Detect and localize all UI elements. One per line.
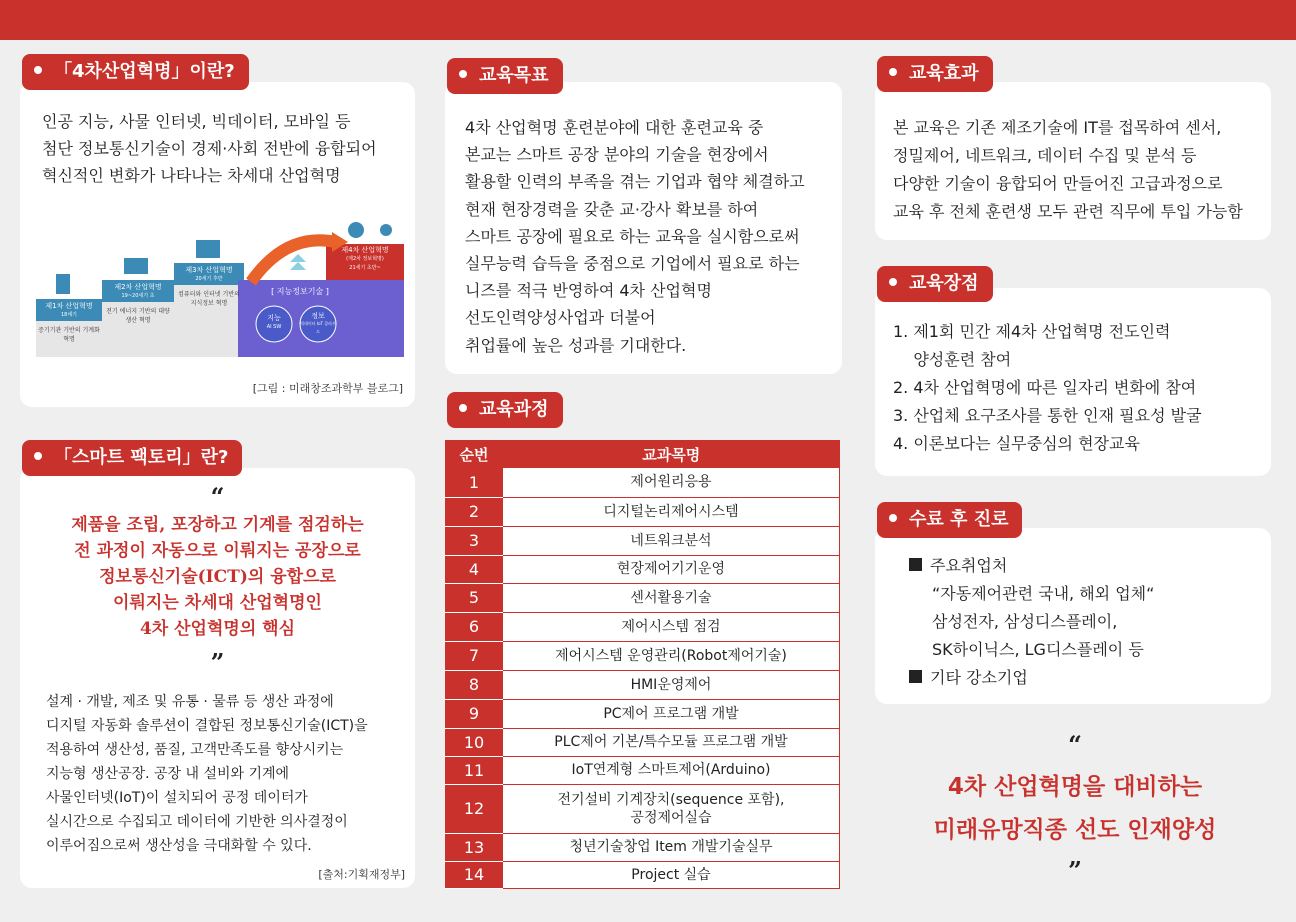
stage2-desc: 전기 에너지 기반의 대량생산 혁명: [106, 308, 170, 324]
text-line: 사물인터넷(IoT)이 설치되어 공정 데이터가: [46, 790, 308, 806]
quote-line: 제품을 조립, 포장하고 기계를 점검하는: [71, 515, 364, 535]
stage4-label: [328, 246, 402, 273]
quote-line: 이뤄지는 차세대 산업혁명인: [113, 593, 322, 613]
course-subject-cell: 센서활용기술: [503, 583, 840, 612]
circle2-label: 정보: [311, 312, 325, 320]
course-number-cell: 8: [445, 670, 503, 699]
text-line: 본 교육은 기존 제조기술에 IT를 접목하여 센서,: [893, 118, 1222, 137]
closing-open-quote-icon: “: [1068, 730, 1082, 759]
square-bullet-icon: [909, 670, 922, 683]
effect-card: [875, 82, 1271, 240]
text-line: 실무능력 습득을 중점으로 기업에서 필요로 하는: [465, 254, 800, 274]
industry-revolution-figure: [36, 222, 406, 357]
career-card: [875, 528, 1271, 704]
bullet-dot-icon: [889, 278, 897, 286]
course-subject-cell: 현장제어기기운영: [503, 555, 840, 583]
stage2-era: 19~20세기 초: [121, 293, 155, 299]
industry4-tag: [22, 54, 249, 90]
stage2-label: [104, 283, 172, 325]
course-subject-cell: Project 실습: [503, 861, 840, 888]
course-number-cell: 7: [445, 641, 503, 670]
course-subject-cell: 디지털논리제어시스템: [503, 497, 840, 526]
merit-item: 3. 산업체 요구조사를 통한 인재 필요성 발굴: [893, 406, 1202, 425]
course-number-cell: 2: [445, 497, 503, 526]
merit-list: [893, 318, 1202, 458]
circle-information: [300, 312, 336, 336]
course-number-cell: 10: [445, 728, 503, 756]
industry4-text: [42, 108, 377, 189]
industry4-tag-label: 「4차산업혁명」이란?: [54, 61, 235, 82]
circle2-sub: 빅데이터 IoT 클라우드: [300, 321, 336, 334]
goal-card: [445, 82, 842, 374]
course-tag-label: 교육과정: [479, 399, 549, 420]
top-banner: [0, 0, 1296, 40]
course-number-cell: 12: [445, 784, 503, 833]
table-row: [445, 670, 840, 699]
effect-tag-label: 교육효과: [909, 63, 979, 84]
text-line: 다양한 기술이 융합되어 만들어진 고급과정으로: [893, 174, 1223, 193]
bullet-dot-icon: [459, 70, 467, 78]
course-subject-cell: IoT연계형 스마트제어(Arduino): [503, 756, 840, 784]
bullet-dot-icon: [34, 66, 42, 74]
career-tag: [877, 502, 1022, 538]
stage1-era: 18세기: [60, 312, 78, 318]
table-row: [445, 555, 840, 583]
text-line: 교육 후 전체 훈련생 모두 관련 직무에 투입 가능함: [893, 202, 1243, 221]
table-row: [445, 583, 840, 612]
text-line: 니즈를 적극 반영하여 4차 산업혁명: [465, 281, 712, 301]
text-line: 본교는 스마트 공장 분야의 기술을 현장에서: [465, 145, 769, 165]
career-main-label: 주요취업처: [930, 556, 1008, 575]
stage1-desc: 증기기관 기반의 기계화혁명: [38, 327, 100, 343]
text-line: 지능형 생산공장. 공장 내 설비와 기계에: [46, 766, 290, 782]
course-number-cell: 14: [445, 861, 503, 888]
merit-tag: [877, 266, 993, 302]
career-sub-line: 삼성전자, 삼성디스플레이,: [932, 612, 1118, 631]
text-line: 인공 지능, 사물 인터넷, 빅데이터, 모바일 등: [42, 112, 351, 131]
open-quote-icon: “: [210, 482, 225, 511]
career-other: [909, 664, 1154, 692]
close-quote-icon: ”: [210, 648, 225, 677]
text-line: 선도인력양성사업과 더불어: [465, 308, 656, 328]
course-number-cell: 11: [445, 756, 503, 784]
career-tag-label: 수료 후 진로: [909, 509, 1009, 530]
course-subject-cell: 제어원리응용: [503, 468, 840, 497]
text-line: 실시간으로 수집되고 데이터에 기반한 의사결정이: [46, 814, 348, 830]
course-number-cell: 3: [445, 526, 503, 555]
header-subject: 교과목명: [503, 440, 840, 468]
table-row: [445, 784, 840, 833]
stage1-title: 제1차 산업혁명: [45, 302, 93, 310]
square-bullet-icon: [909, 558, 922, 571]
text-line: 설계 · 개발, 제조 및 유통 · 물류 등 생산 과정에: [46, 694, 334, 710]
smart-factory-card: [20, 468, 415, 888]
goal-text: [465, 114, 805, 359]
course-number-cell: 9: [445, 699, 503, 728]
bullet-dot-icon: [889, 514, 897, 522]
course-subject-cell: 제어시스템 점검: [503, 612, 840, 641]
course-subject-cell: 네트워크분석: [503, 526, 840, 555]
career-sub-line: “자동제어관련 국내, 해외 업체“: [932, 584, 1155, 603]
circle1-sub: AI SW: [266, 324, 282, 330]
text-line: 적용하여 생산성, 품질, 고객만족도를 향상시키는: [46, 742, 344, 758]
course-subject-cell: PLC제어 기본/특수모듈 프로그램 개발: [503, 728, 840, 756]
table-row: [445, 526, 840, 555]
stage3-desc: 컴퓨터와 인터넷 기반의 지식정보 혁명: [178, 291, 240, 307]
career-main: [909, 552, 1154, 580]
merit-item: 2. 4차 산업혁명에 따른 일자리 변화에 참여: [893, 378, 1197, 397]
text-line: 첨단 정보통신기술이 경제·사회 전반에 융합되어: [42, 139, 377, 158]
course-subject-cell: HMI운영제어: [503, 670, 840, 699]
stage4-title: 제4차 산업혁명: [341, 246, 389, 254]
table-row: [445, 833, 840, 861]
smart-factory-tag-label: 「스마트 팩토리」란?: [54, 447, 229, 468]
course-number-cell: 6: [445, 612, 503, 641]
stage4-sub: (제2차 정보혁명): [346, 256, 384, 262]
industry4-card: [20, 82, 415, 407]
closing-line-1: 4차 산업혁명을 대비하는: [947, 774, 1203, 800]
text-line: 정밀제어, 네트워크, 데이터 수집 및 분석 등: [893, 146, 1197, 165]
effect-text: [893, 114, 1243, 226]
circle1-label: 지능: [267, 314, 281, 322]
text-line: 현재 현장경력을 갖춘 교·강사 확보를 하여: [465, 199, 759, 219]
merit-item: 4. 이론보다는 실무중심의 현장교육: [893, 434, 1140, 453]
stage3-era: 20세기 후반: [195, 276, 223, 282]
bullet-dot-icon: [889, 68, 897, 76]
merit-tag-label: 교육장점: [909, 273, 979, 294]
quote-line: 4차 산업혁명의 핵심: [139, 619, 296, 639]
text-line: 이루어짐으로써 생산성을 극대화할 수 있다.: [46, 838, 312, 854]
table-row: [445, 756, 840, 784]
career-other-label: 기타 강소기업: [930, 668, 1028, 687]
course-subject-cell: 전기설비 기계장치(sequence 포함), 공정제어실습: [503, 784, 840, 833]
goal-tag: [447, 58, 563, 94]
info-tech-title: [ 지능정보기술 ]: [271, 287, 329, 296]
course-subject-cell: 청년기술창업 Item 개발기술실무: [503, 833, 840, 861]
smart-factory-quote: [20, 512, 415, 642]
closing-statement: [875, 766, 1275, 852]
text-line: 디지털 자동화 솔루션이 결합된 정보통신기술(ICT)을: [46, 718, 368, 734]
table-row: [445, 699, 840, 728]
table-header-row: [445, 440, 840, 468]
source-caption: [출처:기획재정부]: [318, 868, 405, 881]
text-line: 활용할 인력의 부족을 겪는 기업과 협약 체결하고: [465, 172, 805, 192]
figure-caption: [그림 : 미래창조과학부 블로그]: [252, 382, 403, 395]
course-number-cell: 5: [445, 583, 503, 612]
text-line: 취업률에 높은 성과를 기대한다.: [465, 335, 687, 355]
text-line: 혁신적인 변화가 나타나는 차세대 산업혁명: [42, 166, 341, 185]
bullet-dot-icon: [459, 404, 467, 412]
table-row: [445, 468, 840, 497]
bullet-dot-icon: [34, 452, 42, 460]
text-line: 스마트 공장에 필요로 하는 교육을 실시함으로써: [465, 226, 800, 246]
stage3-label: [176, 266, 242, 308]
smart-factory-tag: [22, 440, 242, 476]
merit-item: 양성훈련 참여: [893, 350, 1012, 369]
header-number: 순번: [445, 440, 503, 468]
closing-close-quote-icon: ”: [1068, 856, 1082, 885]
course-table-body: [445, 468, 840, 888]
text-line: 4차 산업혁명 훈련분야에 대한 훈련교육 중: [465, 118, 764, 137]
stage1-label: [38, 302, 100, 344]
stage3-title: 제3차 산업혁명: [185, 266, 233, 274]
table-row: [445, 728, 840, 756]
merit-item: 1. 제1회 민간 제4차 산업혁명 전도인력: [893, 322, 1171, 341]
table-row: [445, 497, 840, 526]
quote-line: 정보통신기술(ICT)의 융합으로: [99, 567, 336, 587]
course-number-cell: 1: [445, 468, 503, 497]
course-tag: [447, 392, 563, 428]
career-sub-line: SK하이닉스, LG디스플레이 등: [932, 640, 1144, 659]
closing-line-2: 미래유망직종 선도 인재양성: [933, 817, 1217, 843]
table-row: [445, 641, 840, 670]
course-number-cell: 4: [445, 555, 503, 583]
merit-card: [875, 288, 1271, 476]
table-row: [445, 612, 840, 641]
course-number-cell: 13: [445, 833, 503, 861]
table-row: [445, 861, 840, 888]
quote-line: 전 과정이 자동으로 이뤄지는 공장으로: [74, 541, 361, 561]
stage4-era: 21세기 초반~: [349, 265, 381, 271]
circle-intelligence: [256, 314, 292, 332]
effect-tag: [877, 56, 993, 92]
course-subject-cell: PC제어 프로그램 개발: [503, 699, 840, 728]
career-list: [909, 552, 1154, 692]
stage2-title: 제2차 산업혁명: [114, 283, 162, 291]
course-table: [445, 440, 840, 889]
goal-tag-label: 교육목표: [479, 65, 549, 86]
course-subject-cell: 제어시스템 운영관리(Robot제어기술): [503, 641, 840, 670]
smart-factory-text: [46, 690, 368, 858]
